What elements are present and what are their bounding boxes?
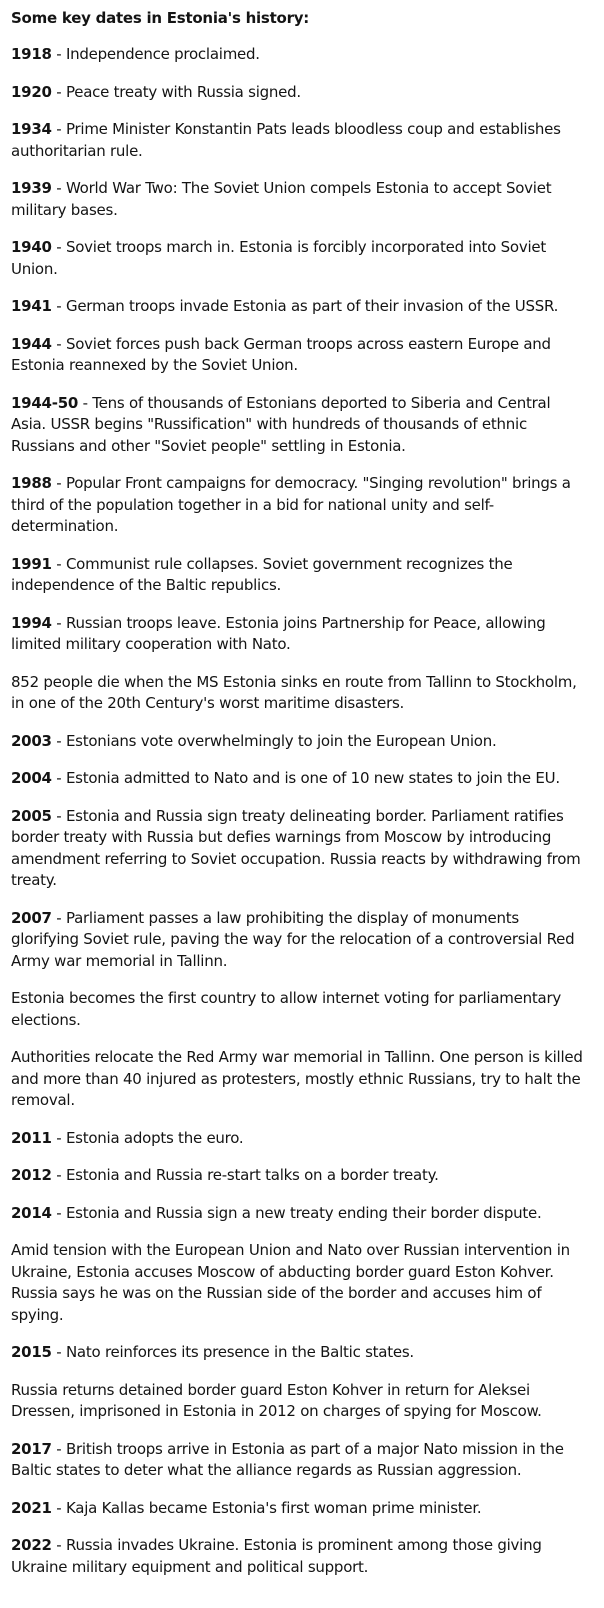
- timeline-entry: [11, 613, 584, 656]
- entry-text: Russia returns detained border guard Eston Kohver in return for Aleksei Dressen, imprisoned in Estonia in 2012 on charges of spying for Moscow.: [11, 1380, 542, 1420]
- entry-year: 1941: [11, 297, 52, 315]
- entry-year: 2022: [11, 1536, 52, 1554]
- entry-year: 1918: [11, 45, 52, 63]
- entry-text: - Parliament passes a law prohibiting the display of monuments glorifying Soviet rule, paving the way for the relocation of a controversial Red Army war memorial in Tallinn.: [11, 908, 575, 970]
- entry-year: 1934: [11, 120, 52, 138]
- entry-year: 2003: [11, 731, 52, 750]
- entry-text: 852 people die when the MS Estonia sinks en route from Tallinn to Stockholm, in one of the 20th Century's worst maritime disasters.: [11, 672, 577, 712]
- entry-text: - Independence proclaimed.: [51, 45, 260, 63]
- entry-text: - Soviet forces push back German troops across eastern Europe and Estonia reannexed by the Soviet Union.: [11, 334, 551, 374]
- entry-year: 2021: [11, 1498, 52, 1517]
- timeline-entry: [11, 178, 584, 221]
- entry-text: - Estonia and Russia re-start talks on a border treaty.: [51, 1166, 439, 1184]
- entry-text: - Estonia adopts the euro.: [51, 1128, 244, 1147]
- timeline-entry: [11, 82, 584, 104]
- entry-text: - German troops invade Estonia as part of their invasion of the USSR.: [51, 297, 559, 315]
- entry-text: - Nato reinforces its presence in the Baltic states.: [51, 1343, 414, 1361]
- entry-text: - Prime Minister Konstantin Pats leads bloodless coup and establishes authoritarian rule.: [11, 120, 561, 160]
- entry-text: - World War Two: The Soviet Union compels Estonia to accept Soviet military bases.: [11, 179, 552, 219]
- timeline-entry: [11, 768, 584, 790]
- timeline-entry: [11, 1165, 584, 1187]
- entry-text: - Estonia admitted to Nato and is one of 10 new states to join the EU.: [51, 769, 560, 787]
- entry-year: 2004: [11, 769, 52, 787]
- entry-year: 2015: [11, 1343, 52, 1361]
- entry-year: 2005: [11, 806, 52, 825]
- entry-year: 2014: [11, 1203, 52, 1222]
- entry-text: - Tens of thousands of Estonians deported to Siberia and Central Asia. USSR begins "Russification" with hundreds of thousands of ethnic Russians and other "Soviet people" settling in Estonia.: [11, 393, 551, 455]
- timeline-entry: [11, 296, 584, 318]
- timeline-entry: [11, 473, 584, 538]
- entry-text: - Communist rule collapses. Soviet government recognizes the independence of the Baltic republics.: [11, 554, 513, 594]
- entry-text: - Russian troops leave. Estonia joins Partnership for Peace, allowing limited military cooperation with Nato.: [11, 613, 546, 653]
- timeline-entry: [11, 44, 584, 66]
- entry-text: - Russia invades Ukraine. Estonia is prominent among those giving Ukraine military equipment and political support.: [11, 1536, 542, 1576]
- entry-year: 1991: [11, 554, 52, 573]
- entry-year: 1944: [11, 334, 52, 353]
- timeline-entry: [11, 393, 584, 458]
- timeline-entry: [11, 672, 584, 715]
- timeline-entry: [11, 988, 584, 1031]
- timeline-entry: [11, 334, 584, 377]
- entry-year: 1939: [11, 179, 52, 197]
- timeline-entry: [11, 731, 584, 753]
- timeline-list: [11, 44, 584, 1578]
- timeline-entry: [11, 119, 584, 162]
- timeline-entry: [11, 1535, 584, 1578]
- timeline-entry: [11, 1128, 584, 1150]
- entry-year: 2007: [11, 908, 52, 927]
- entry-text: Authorities relocate the Red Army war memorial in Tallinn. One person is killed and more than 40 injured as protesters, mostly ethnic Russians, try to halt the removal.: [11, 1048, 583, 1109]
- timeline-entry: [11, 237, 584, 280]
- entry-text: - British troops arrive in Estonia as part of a major Nato mission in the Baltic states to deter what the alliance regards as Russian aggression.: [11, 1439, 564, 1479]
- entry-year: 2017: [11, 1439, 52, 1458]
- entry-text: - Kaja Kallas became Estonia's first woman prime minister.: [51, 1498, 482, 1517]
- entry-year: 2012: [11, 1166, 52, 1184]
- entry-text: - Peace treaty with Russia signed.: [51, 82, 301, 101]
- timeline-entry: [11, 1047, 584, 1112]
- timeline-entry: [11, 1240, 584, 1326]
- timeline-entry: [11, 1342, 584, 1364]
- entry-text: - Popular Front campaigns for democracy. "Singing revolution" brings a third of the population together in a bid for national unity and self-determination.: [11, 474, 571, 535]
- entry-text: - Estonia and Russia sign a new treaty ending their border dispute.: [51, 1203, 542, 1222]
- entry-text: - Estonia and Russia sign treaty delineating border. Parliament ratifies border treaty with Russia but defies warnings from Moscow by introducing amendment referring to Soviet occupation. Russia reacts by withdrawing from treaty.: [11, 806, 581, 889]
- entry-text: Estonia becomes the first country to allow internet voting for parliamentary elections.: [11, 989, 561, 1029]
- timeline-entry: [11, 806, 584, 892]
- timeline-entry: [11, 554, 584, 597]
- entry-year: 1988: [11, 474, 52, 492]
- entry-year: 1944-50: [11, 393, 79, 412]
- timeline-entry: [11, 1439, 584, 1482]
- entry-text: - Soviet troops march in. Estonia is forcibly incorporated into Soviet Union.: [11, 238, 546, 278]
- entry-text: - Estonians vote overwhelmingly to join the European Union.: [51, 731, 497, 750]
- entry-year: 2011: [11, 1128, 52, 1147]
- timeline-heading: Some key dates in Estonia's history:: [11, 9, 310, 27]
- timeline-entry: [11, 1380, 584, 1423]
- entry-year: 1940: [11, 238, 52, 256]
- entry-year: 1994: [11, 613, 52, 632]
- entry-text: Amid tension with the European Union and Nato over Russian intervention in Ukraine, Estonia accuses Moscow of abducting border guard Eston Kohver. Russia says he was on the Russian side of the border and accuses him of spying.: [11, 1241, 570, 1324]
- entry-year: 1920: [11, 82, 52, 101]
- timeline-entry: [11, 1203, 584, 1225]
- timeline-entry: [11, 908, 584, 973]
- timeline-entry: [11, 1498, 584, 1520]
